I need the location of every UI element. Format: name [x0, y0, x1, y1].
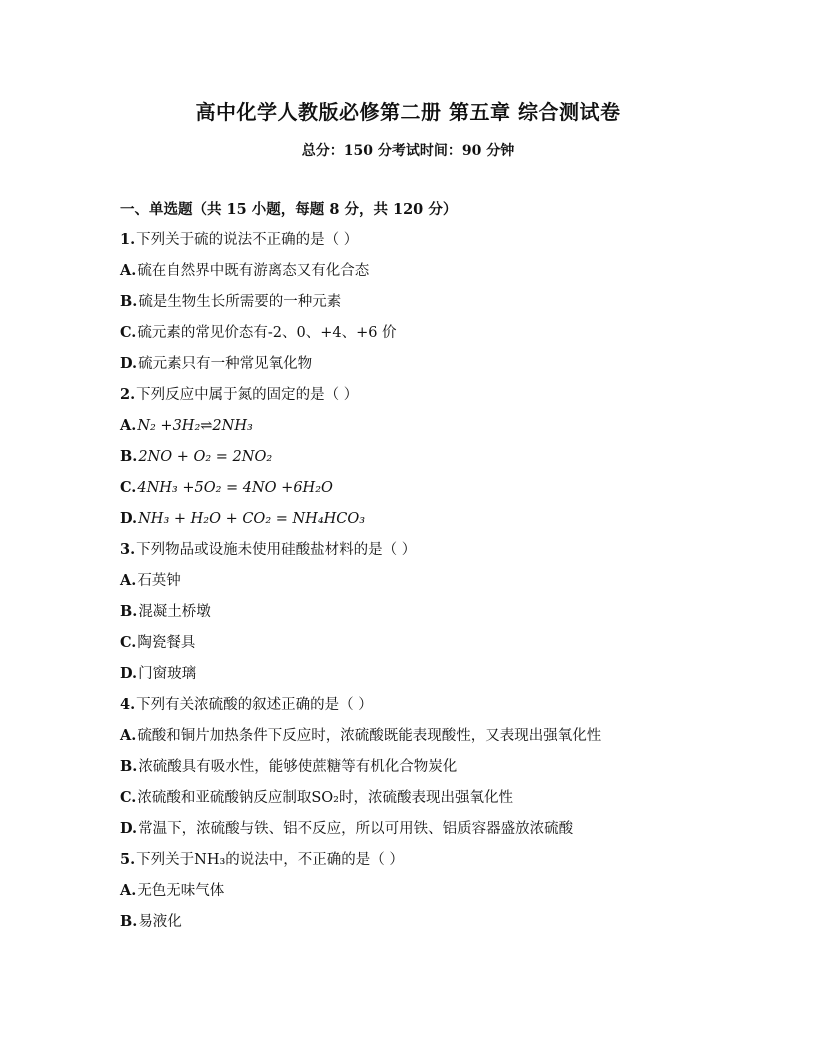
question-3-option-c: C.陶瓷餐具	[120, 634, 196, 651]
question-1-option-c: C.硫元素的常见价态有-2、0、+4、+6 价	[120, 324, 397, 341]
question-5-option-a: A.无色无味气体	[120, 882, 225, 899]
question-2-option-c: C.4NH₃ +5O₂ = 4NO +6H₂O	[120, 479, 333, 496]
question-4-option-c: C.浓硫酸和亚硫酸钠反应制取SO₂时，浓硫酸表现出强氧化性	[120, 789, 513, 806]
question-1-stem: 1.下列关于硫的说法不正确的是（ ）	[120, 231, 359, 248]
question-2-stem: 2.下列反应中属于氮的固定的是（ ）	[120, 386, 359, 403]
question-2-option-a: A.N₂ +3H₂⇌2NH₃	[120, 417, 253, 434]
question-1-option-d: D.硫元素只有一种常见氧化物	[120, 355, 313, 372]
question-3-option-a: A.石英钟	[120, 572, 181, 589]
question-1-option-a: A.硫在自然界中既有游离态又有化合态	[120, 262, 370, 279]
question-4-option-b: B.浓硫酸具有吸水性，能够使蔗糖等有机化合物炭化	[120, 758, 458, 775]
question-3-option-b: B.混凝土桥墩	[120, 603, 211, 620]
document-subtitle: 总分：150 分考试时间：90 分钟	[301, 143, 515, 159]
question-2-option-d: D.NH₃ + H₂O + CO₂ = NH₄HCO₃	[120, 510, 366, 527]
question-3-option-d: D.门窗玻璃	[120, 665, 197, 682]
question-2-option-b: B.2NO + O₂ = 2NO₂	[120, 448, 273, 465]
section-heading: 一、单选题（共 15 小题，每题 8 分，共 120 分）	[120, 201, 458, 218]
question-3-stem: 3.下列物品或设施未使用硅酸盐材料的是（ ）	[120, 541, 417, 558]
question-4-option-a: A.硫酸和铜片加热条件下反应时，浓硫酸既能表现酸性，又表现出强氧化性	[120, 727, 602, 744]
question-4-stem: 4.下列有关浓硫酸的叙述正确的是（ ）	[120, 696, 373, 713]
document-title: 高中化学人教版必修第二册 第五章 综合测试卷	[195, 100, 621, 124]
question-5-option-b: B.易液化	[120, 913, 182, 930]
question-5-stem: 5.下列关于NH₃的说法中，不正确的是（ ）	[120, 851, 404, 868]
question-1-option-b: B.硫是生物生长所需要的一种元素	[120, 293, 342, 310]
question-4-option-d: D.常温下，浓硫酸与铁、铝不反应，所以可用铁、铝质容器盛放浓硫酸	[120, 820, 574, 837]
question-list	[120, 229, 720, 942]
